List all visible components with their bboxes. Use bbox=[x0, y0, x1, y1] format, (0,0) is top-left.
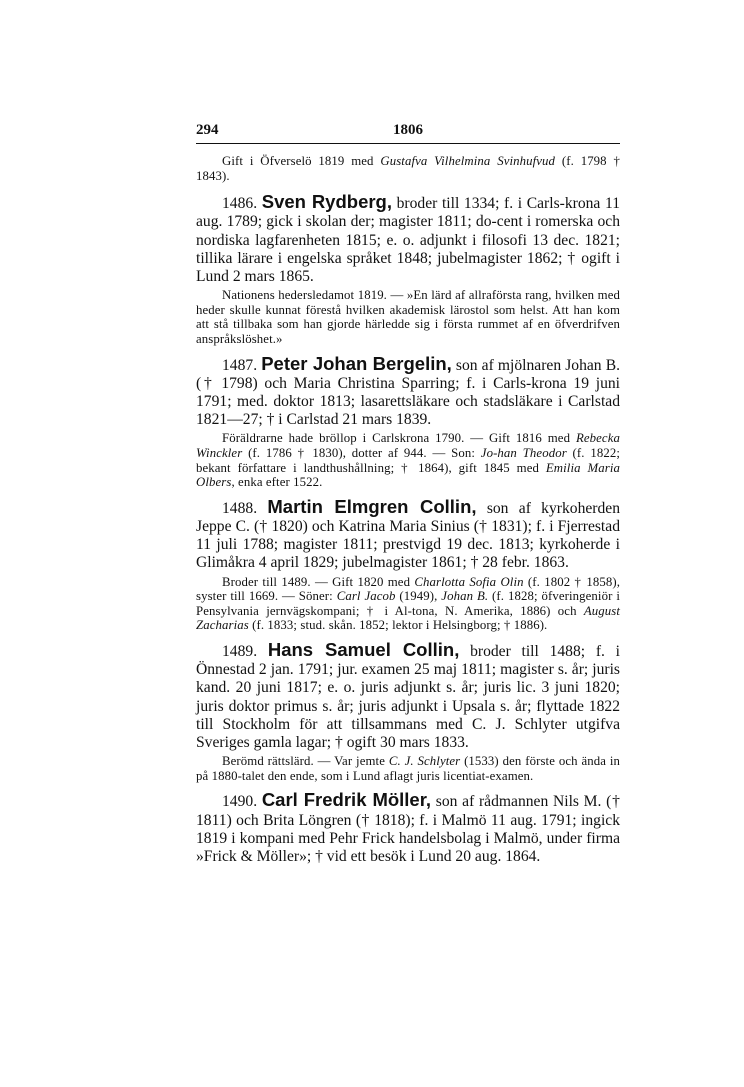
entry-1489 bbox=[196, 638, 620, 783]
header-rule bbox=[196, 143, 620, 144]
entry-1486 bbox=[196, 193, 620, 346]
entry-number: 1486. bbox=[222, 195, 258, 213]
entry-number: 1487. bbox=[222, 356, 258, 374]
entry-1488 bbox=[196, 495, 620, 633]
person-name: Sven Rydberg, bbox=[261, 191, 392, 213]
intro-note: Gift i Öfverselö 1819 med Gustafva Vilhelmina Svinhufvud (f. 1798 † 1843). bbox=[196, 154, 620, 183]
entry-body: broder till 1488; f. i Önnestad 2 jan. 1791; jur. examen 25 maj 1811; magister s. år; juris kand. 20 juni 1817; e. o. juris adjunkt s. år; juris lic. 3 juni 1820; juris doktor primus s. år; juris adjunkt i Upsala s. år; flyttade 1822 till Stockholm för att tillsammans med C. J. Schlyter utgifva Sveriges gamla lagar; † ogift 30 mars 1833. bbox=[196, 642, 620, 751]
entry-text bbox=[196, 638, 620, 752]
entry-body: broder till 1334; f. i Carls-krona 11 aug. 1789; gick i skolan der; magister 1811; do-cent i romerska och nordiska lagfarenheten 1815; e. o. adjunkt i filosofi 13 dec. 1821; tillika lärare i engelska språket 1848; jubelmagister 1862; † ogift i Lund 2 mars 1865. bbox=[196, 195, 620, 285]
entry-number: 1488. bbox=[222, 499, 258, 517]
person-name: Peter Johan Bergelin, bbox=[261, 352, 452, 374]
entry-note: Nationens hedersledamot 1819. — »En lärd af allraförsta rang, hvilken med heder skulle kunnat förestå hvilken akademisk lärostol som helst. Att han kom att stå tillbaka som han gjorde härledde sig i första rummet af en öfverdrifven anspråkslöshet.» bbox=[196, 288, 620, 346]
entry-number: 1489. bbox=[222, 642, 258, 660]
entry-body: son af kyrkoherden Jeppe C. († 1820) och Katrina Maria Sinius († 1831); f. i Fjerrestad 11 juli 1788; magister 1811; prestvigd 19 dec. 1813; kyrkoherde i Glimåkra 4 april 1829; jubelmagister 1861; † 28 febr. 1863. bbox=[196, 499, 620, 572]
entry-text bbox=[196, 495, 620, 573]
person-name: Carl Fredrik Möller, bbox=[261, 789, 432, 811]
page-header bbox=[196, 122, 620, 142]
entry-text bbox=[196, 352, 620, 430]
entry-note: Broder till 1489. — Gift 1820 med Charlotta Sofia Olin (f. 1802 † 1858), syster till 1669. — Söner: Carl Jacob (1949), Johan B. (f. 1828; öfveringeniör i Pensylvania jernvägskompani; † i Al-tona, N. Amerika, 1886) och August Zacharias (f. 1833; stud. skån. 1852; lektor i Helsingborg; † 1886). bbox=[196, 574, 620, 633]
entry-body: son af rådmannen Nils M. († 1811) och Brita Löngren († 1818); f. i Malmö 11 aug. 1791; ingick 1819 i kompani med Pehr Frick handelsbolag i Malmö, under firma »Frick & Möller»; † vid ett besök i Lund 20 aug. 1864. bbox=[196, 793, 620, 865]
entry-text bbox=[196, 193, 620, 286]
running-year: 1806 bbox=[393, 122, 423, 138]
page-content bbox=[196, 154, 620, 866]
entry-number: 1490. bbox=[222, 793, 258, 811]
entry-body: son af mjölnaren Johan B. († 1798) och Maria Christina Sparring; f. i Carls-krona 19 juni 1791; med. doktor 1813; lasarettsläkare och stadsläkare i Carlstad 1821—27; † i Carlstad 21 mars 1839. bbox=[196, 356, 620, 429]
entry-text bbox=[196, 791, 620, 866]
person-name: Martin Elmgren Collin, bbox=[267, 495, 477, 517]
entry-note: Föräldrarne hade bröllop i Carlskrona 1790. — Gift 1816 med Rebecka Winckler (f. 1786 † 1830), dotter af 944. — Son: Jo-han Theodor (f. 1822; bekant författare i landthushållning; † 1864), gift 1845 med Emilia Maria Olbers, enka efter 1522. bbox=[196, 431, 620, 490]
entry-note: Berömd rättslärd. — Var jemte C. J. Schlyter (1533) den förste och ända in på 1880-talet den ende, som i Lund aflagt juris licentiat-examen. bbox=[196, 754, 620, 783]
page-number: 294 bbox=[196, 122, 219, 138]
entry-1490 bbox=[196, 791, 620, 866]
person-name: Hans Samuel Collin, bbox=[267, 638, 460, 660]
entry-1487 bbox=[196, 352, 620, 490]
